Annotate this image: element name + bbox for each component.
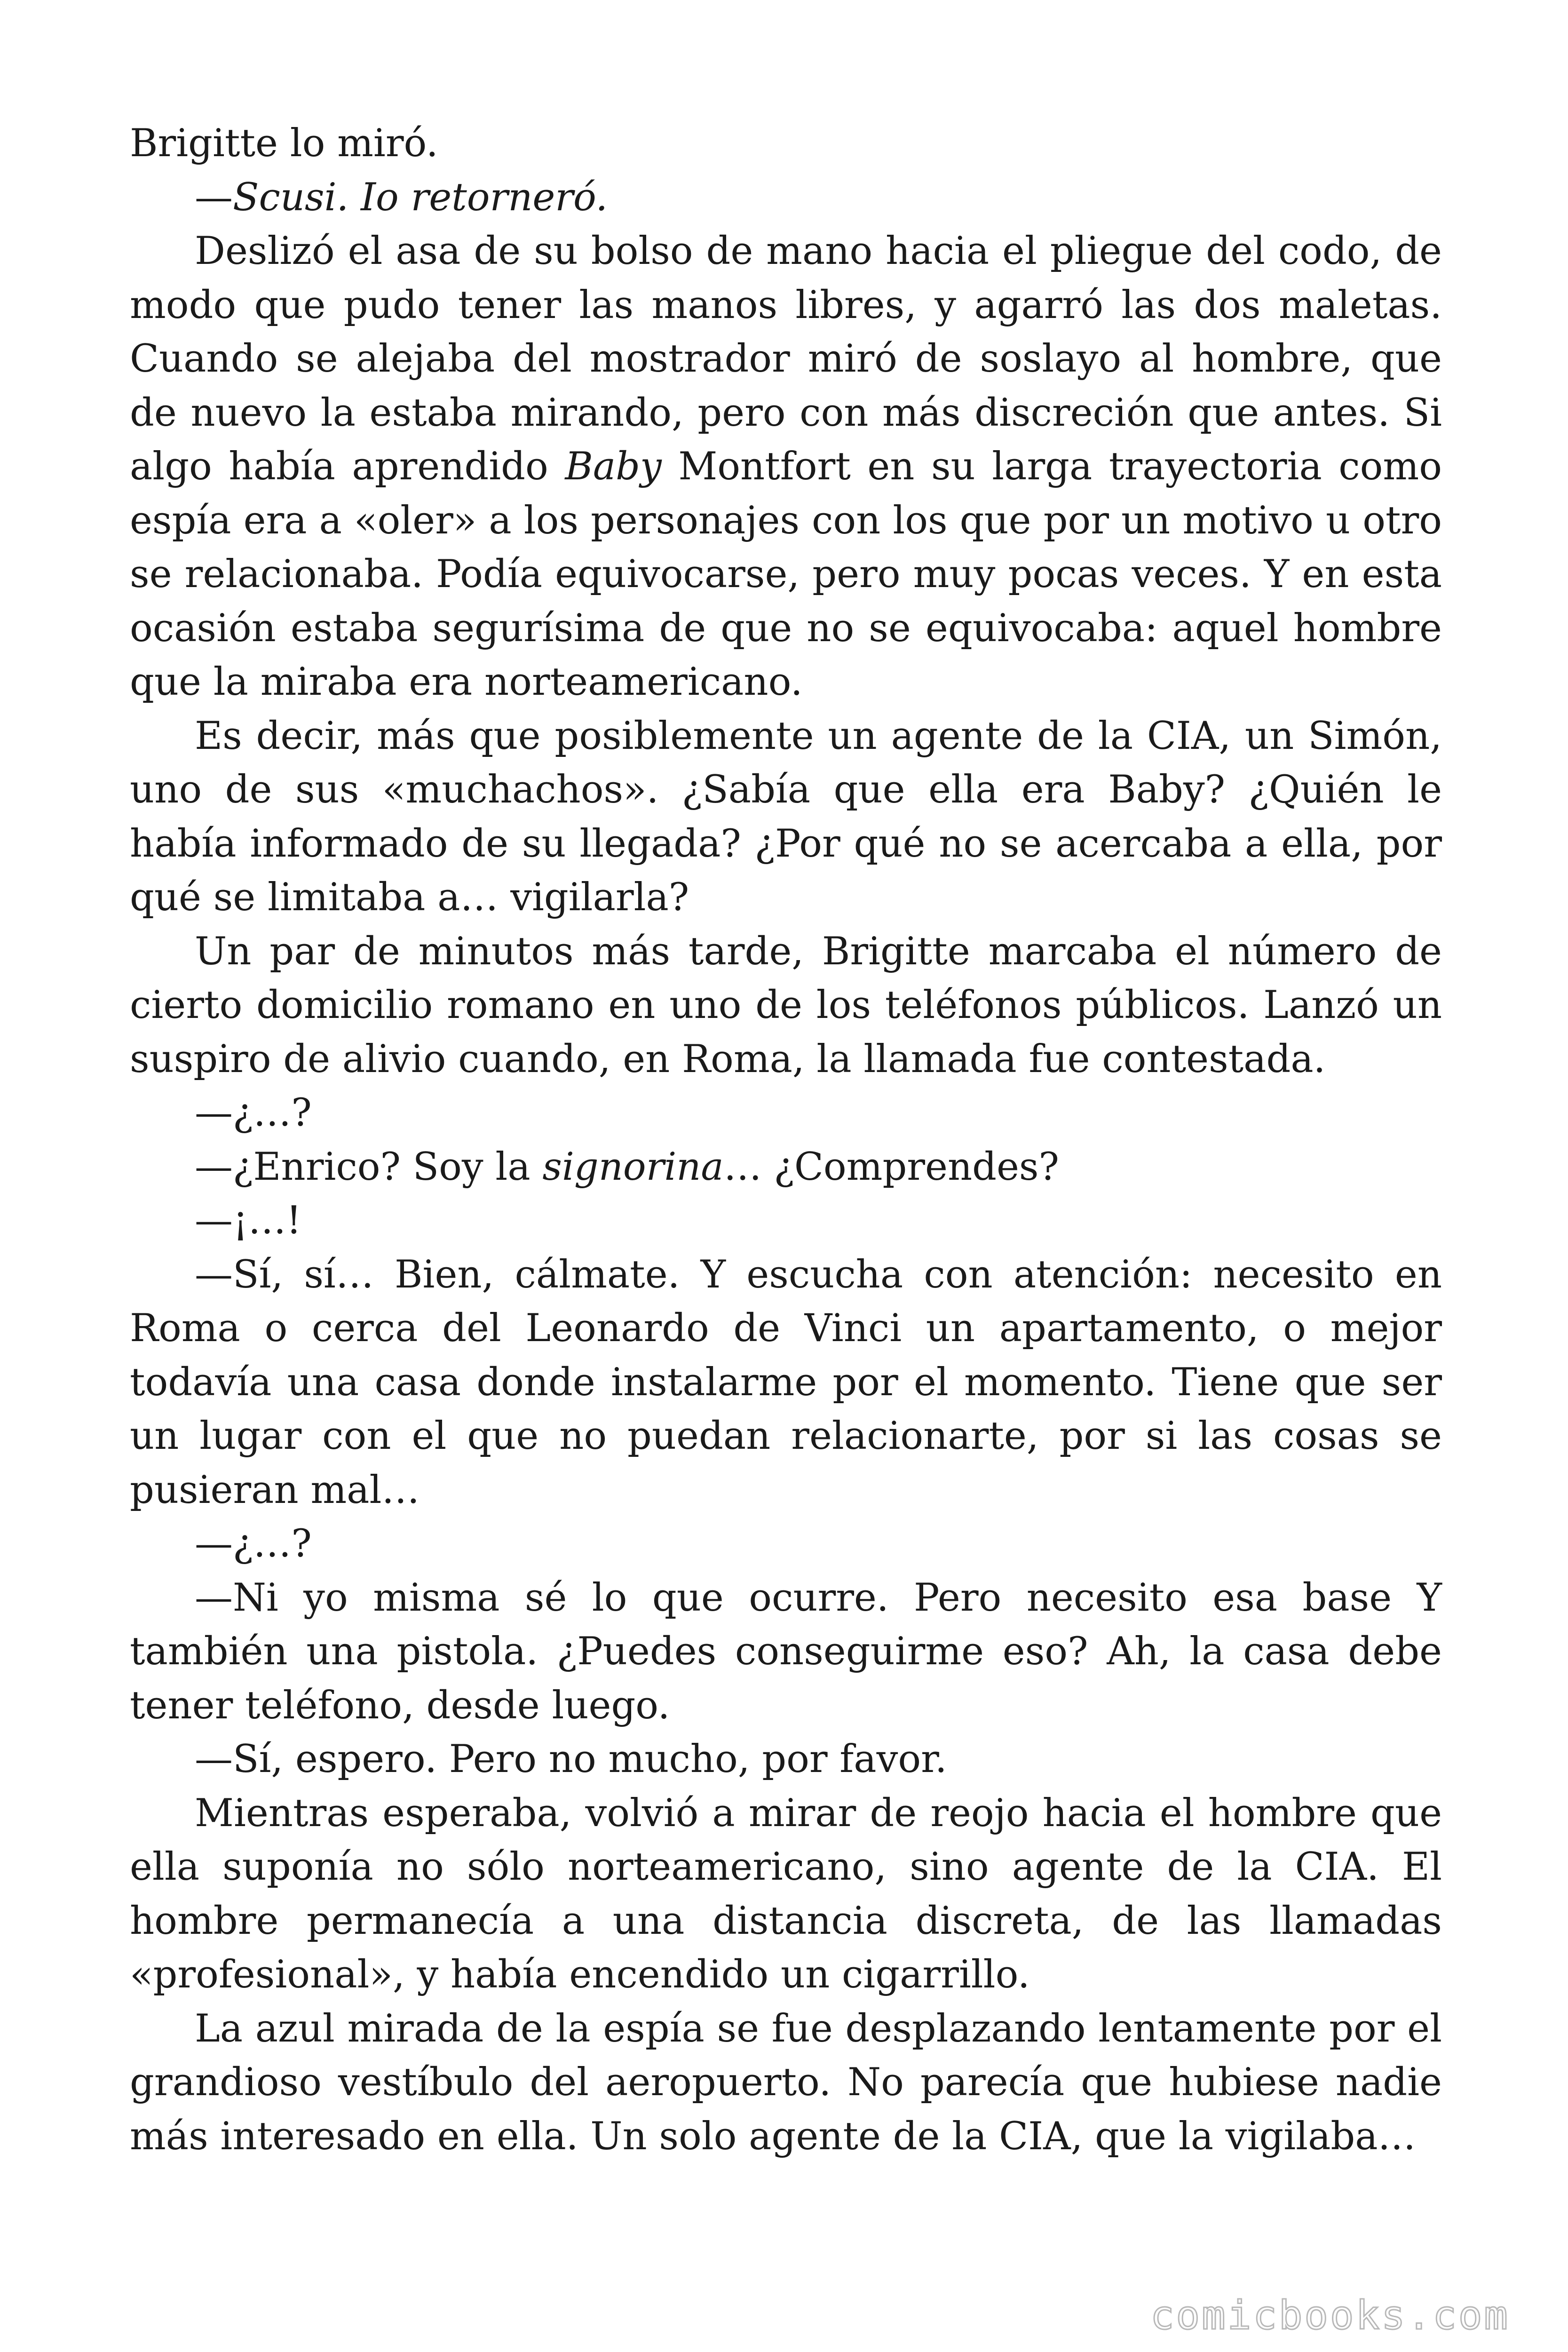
dialogue-line: —¿…?	[195, 1522, 312, 1566]
dialogue-line: —Sí, sí… Bien, cálmate. Y escucha con atención: necesito en Roma o cerca del Leonardo de Vinci un apartamento, o mejor todavía una casa donde instalarme por el momento. Tiene que ser un lugar con el que no puedan relacionarte, por si las cosas se pusieran mal…	[130, 1252, 1442, 1512]
paragraph: Deslizó el asa de su bolso de mano hacia el pliegue del codo, de modo que pudo tener las manos libres, y agarró las dos maletas. Cuando se alejaba del mostrador miró de soslayo al hombre, que de nuevo la estaba mirando, pero con más discreción que antes. Si algo había aprendido Baby Montfort en su larga trayectoria como espía era a «oler» a los personajes con los que por un motivo u otro se relacionaba. Podía equivocarse, pero muy pocas veces. Y en esta ocasión estaba segurísima de que no se equivocaba: aquel hombre que la miraba era norteamericano.	[130, 229, 1442, 704]
paragraph: Mientras esperaba, volvió a mirar de reojo hacia el hombre que ella suponía no sólo norteamericano, sino agente de la CIA. El hombre permanecía a una distancia discreta, de las llamadas «profesional», y había encendido un cigarrillo.	[130, 1791, 1442, 1997]
dialogue-line: —¿…?	[195, 1091, 312, 1135]
dialogue-line: —¡…!	[195, 1199, 302, 1243]
italic-text: Baby	[565, 445, 662, 489]
paragraph: La azul mirada de la espía se fue desplazando lentamente por el grandioso vestíbulo del aeropuerto. No parecía que hubiese nadie más interesado en ella. Un solo agente de la CIA, que la vigilaba…	[130, 2006, 1442, 2159]
paragraph: Es decir, más que posiblemente un agente de la CIA, un Simón, uno de sus «muchachos». ¿Sabía que ella era Baby? ¿Quién le había informado de su llegada? ¿Por qué no se acercaba a ella, por qué se limitaba a… vigilarla?	[130, 714, 1442, 920]
dialogue-line: —¿Enrico? Soy la signorina… ¿Comprendes?	[195, 1144, 1059, 1189]
paragraph: Un par de minutos más tarde, Brigitte marcaba el número de cierto domicilio romano en uno de los teléfonos públicos. Lanzó un suspiro de alivio cuando, en Roma, la llamada fue contestada.	[130, 929, 1442, 1081]
book-page-text	[130, 117, 1442, 2163]
watermark-text: comicbooks.com	[1150, 2292, 1510, 2338]
italic-text: signorina	[542, 1144, 724, 1189]
dialogue-line: —Ni yo misma sé lo que ocurre. Pero necesito esa base Y también una pistola. ¿Puedes conseguirme eso? Ah, la casa debe tener teléfono, desde luego.	[130, 1575, 1442, 1728]
dialogue-line: —Sí, espero. Pero no mucho, por favor.	[195, 1737, 947, 1781]
paragraph: Brigitte lo miró.	[130, 121, 438, 166]
italic-text: Scusi. Io retorneró.	[233, 175, 608, 220]
dialogue-line: —Scusi. Io retorneró.	[195, 175, 608, 220]
